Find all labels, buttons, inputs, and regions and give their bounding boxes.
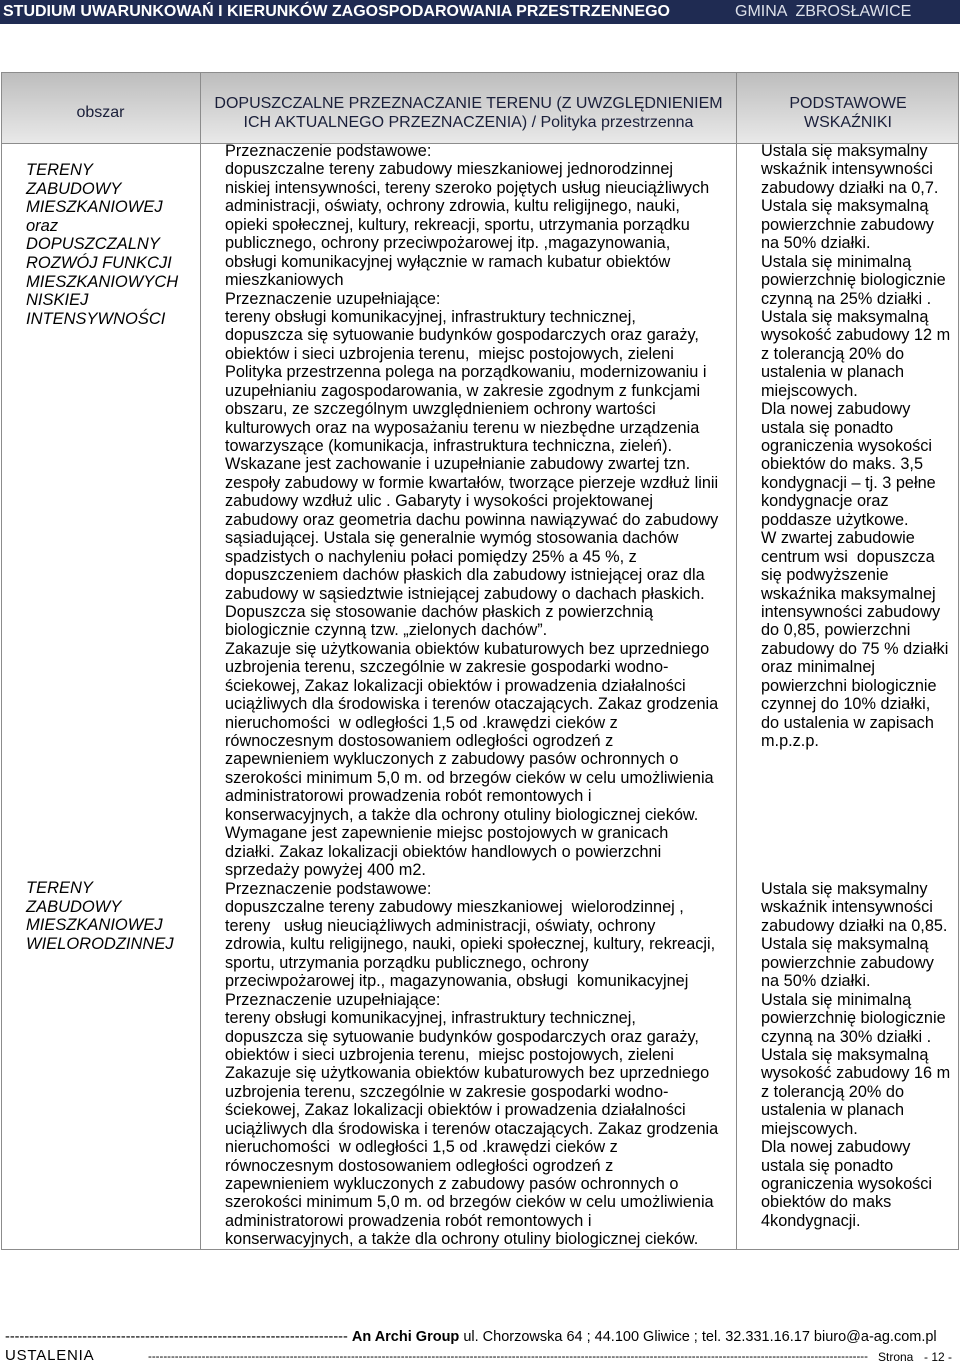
indicators-cell-multi-family <box>761 880 950 1230</box>
purpose-line: Polityka przestrzenna polega na porządkowaniu, modernizowaniu i <box>225 363 707 382</box>
purpose-line: uzupełnianiu zagospodarowania, w zakresie zgodnym z funkcjami <box>225 381 701 400</box>
area-line: ROZWÓJ FUNKCJI <box>26 253 172 272</box>
indicator-line: Ustala się minimalną <box>761 252 912 271</box>
indicator-line: Dla nowej zabudowy <box>761 400 911 419</box>
header-purpose <box>201 94 736 132</box>
indicator-line: powierzchnię biologicznie <box>761 1009 946 1028</box>
indicator-line: ograniczenia wysokości <box>761 1175 933 1193</box>
indicator-line: wskaźnik intensywności <box>761 898 933 917</box>
purpose-line: kulturowych oraz na wyposażaniu terenu w niezbędne urządzenia <box>225 418 700 437</box>
purpose-line: ściekowej, Zakaz lokalizacji obiektów i prowadzenia działalności <box>225 1101 686 1120</box>
purpose-line: tereny usług nieuciążliwych administracji, oświaty, ochrony <box>225 916 656 935</box>
purpose-line: administracji, oświaty, ochrony zdrowia, kultu religijnego, nauki, <box>225 197 680 216</box>
purpose-line: zabudowy wzdłuż ulic . Gabaryty i wysokości projektowanej <box>225 492 654 511</box>
purpose-line: publicznego, ochrony przeciwpożarowej itp. ,magazynowania, <box>225 234 671 253</box>
indicator-line: W zwartej zabudowie <box>761 529 915 548</box>
area-line: NISKIEJ <box>26 291 89 310</box>
purpose-line: równoczesnym dostosowaniem odległości ogrodzeń z <box>225 1156 614 1175</box>
purpose-line: tereny obsługi komunikacyjnej, infrastruktury technicznej, <box>225 1009 636 1028</box>
indicators-cell-single-family <box>761 142 950 750</box>
indicator-line: ustala się ponadto <box>761 1156 894 1175</box>
purpose-line: Wskazane jest zachowanie i uzupełnianie zabudowy zwartej tzn. <box>225 455 691 474</box>
area-line: ZABUDOWY <box>26 179 122 198</box>
purpose-line: ściekowej, Zakaz lokalizacji obiektów i prowadzenia działalności <box>225 676 686 695</box>
indicator-line: Ustala się maksymalną <box>761 307 929 326</box>
area-line: DOPUSZCZALNY <box>26 235 160 254</box>
header-area: obszar <box>76 104 125 121</box>
purpose-line: Przeznaczenie uzupełniające: <box>225 990 441 1009</box>
purpose-line: uzbrojenia terenu, szczególnie w zakresie gospodarki wodno- <box>225 658 669 677</box>
indicator-line: intensywności zabudowy <box>761 602 941 621</box>
purpose-line: Przeznaczenie podstawowe: <box>225 880 432 898</box>
indicator-line: Ustala się maksymalną <box>761 1045 929 1064</box>
indicator-line: Ustala się maksymalną <box>761 935 929 954</box>
purpose-line: opieki społecznej, kultury, rekreacji, sportu, utrzymania porządku <box>225 215 690 234</box>
indicator-line: wskaźnika maksymalnej <box>761 584 936 603</box>
header-indicators <box>737 94 959 132</box>
indicator-line: poddasze użytkowe. <box>761 510 909 529</box>
indicator-line: powierzchni biologicznie <box>761 676 937 695</box>
indicator-line: na 50% działki. <box>761 972 871 991</box>
purpose-line: szerokości minimum 5,0 m. od brzegów cieków w celu umożliwienia <box>225 768 714 787</box>
indicator-line: Ustala się maksymalny <box>761 880 928 898</box>
indicator-line: czynnej do 10% działki, <box>761 695 931 714</box>
purpose-line: uciążliwych dla środowiska i terenów otaczających. Zakaz grodzenia <box>225 695 719 714</box>
purpose-line: zdrowia, kultu religijnego, nauki, opieki społecznej, kultury, rekreacji, <box>225 935 716 954</box>
purpose-line: obszaru, ze szczególnym uwzględnieniem ochrony wartości <box>225 400 656 419</box>
footer-section: USTALENIA <box>5 1347 95 1364</box>
indicator-line: na 50% działki. <box>761 234 871 253</box>
area-line: TERENY <box>26 161 93 179</box>
indicator-line: ograniczenia wysokości <box>761 437 933 455</box>
indicator-line: Ustala się minimalną <box>761 990 912 1009</box>
purpose-line: uciążliwych dla środowiska i terenów otaczających. Zakaz grodzenia <box>225 1119 719 1138</box>
footer-page-number: - 12 - <box>924 1350 953 1364</box>
purpose-line: zapewnieniem wykluczonych z zabudowy pasów ochronnych o <box>225 750 679 769</box>
indicator-line: miejscowych. <box>761 1119 858 1138</box>
document-header-bar <box>0 0 960 24</box>
indicator-line: do ustalenia w zapisach <box>761 713 934 732</box>
indicator-line: z tolerancją 20% do <box>761 344 905 363</box>
purpose-line: działki. Zakaz lokalizacji obiektów handlowych o powierzchni <box>225 842 662 861</box>
indicator-line: obiektów do maks. 3,5 <box>761 455 923 474</box>
purpose-line: sportu, utrzymania porządku publicznego, ochrony <box>225 953 589 972</box>
purpose-line: Zakazuje się użytkowania obiektów kubaturowych bez uprzedniego <box>225 1064 710 1083</box>
purpose-line: dopuszczalne tereny zabudowy mieszkaniowej wielorodzinnej , <box>225 898 684 917</box>
document-title: STUDIUM UWARUNKOWAŃ I KIERUNKÓW ZAGOSPODAROWANIA PRZESTRZENNEGO <box>3 3 670 20</box>
purpose-line: dopuszcza się sytuowanie budynków gospodarczych oraz garaży, <box>225 1027 699 1046</box>
purpose-cell-single-family <box>225 142 718 880</box>
indicator-line: zabudowy działki na 0,85. <box>761 916 948 935</box>
purpose-line: administratorowi prowadzenia robót remontowych i <box>225 787 592 806</box>
municipality-name: GMINA ZBROSŁAWICE <box>735 3 912 20</box>
indicator-line: 4kondygnacji. <box>761 1211 861 1230</box>
purpose-line: sąsiadującej. Ustala się generalnie wymóg stosowania dachów <box>225 529 679 548</box>
purpose-line: dopuszczalne tereny zabudowy mieszkaniowej jednorodzinnej <box>225 160 673 179</box>
purpose-line: sprzedaży powyżej 400 m2. <box>225 861 426 880</box>
purpose-line: dopuszcza się sytuowanie budynków gospodarczych oraz garaży, <box>225 326 699 345</box>
indicator-line: do 0,85, powierzchni <box>761 621 911 640</box>
indicator-line: ustalenia w planach <box>761 1101 905 1120</box>
header-purpose-line: ICH AKTUALNEGO PRZEZNACZENIA) / Polityka przestrzenna <box>243 114 694 131</box>
column-divider <box>200 72 201 1250</box>
area-cell-multi-family <box>26 879 174 953</box>
purpose-line: Dopuszcza się stosowanie dachów płaskich z powierzchnią <box>225 602 654 621</box>
indicator-line: czynną na 25% działki . <box>761 289 932 308</box>
purpose-line: równoczesnym dostosowaniem odległości ogrodzeń z <box>225 732 614 750</box>
purpose-line: nieruchomości w odległości 1,5 od .krawędzi cieków z <box>225 1138 618 1157</box>
purpose-line: biologicznie czynną tzw. „zielonych dachów”. <box>225 621 548 640</box>
indicator-line: obiektów do maks <box>761 1193 892 1212</box>
purpose-line: uzbrojenia terenu, szczególnie w zakresie gospodarki wodno- <box>225 1082 669 1101</box>
indicator-line: powierzchnie zabudowy <box>761 953 934 972</box>
indicator-line: wskaźnik intensywności <box>761 160 933 179</box>
area-cell-single-family <box>26 161 178 328</box>
purpose-line: obiektów i sieci uzbrojenia terenu, miejsc postojowych, zieleni <box>225 344 674 363</box>
purpose-line: mieszkaniowych <box>225 271 344 290</box>
indicator-line: powierzchnie zabudowy <box>761 215 934 234</box>
indicator-line: kondygnacji – tj. 3 pełne <box>761 473 936 492</box>
indicator-line: Ustala się maksymalną <box>761 197 929 216</box>
footer-company: An Archi Group <box>351 1329 460 1345</box>
area-line: MIESZKANIOWYCH <box>26 272 179 291</box>
indicator-line: wysokość zabudowy 16 m <box>761 1064 951 1083</box>
area-line: MIESZKANIOWEJ <box>26 198 163 217</box>
indicator-line: ustala się ponadto <box>761 418 894 437</box>
area-line: MIESZKANIOWEJ <box>26 916 163 935</box>
indicator-line: Ustala się maksymalny <box>761 142 928 160</box>
area-line: TERENY <box>26 879 93 897</box>
purpose-line: niskiej intensywności, tereny szeroko pojętych usług nieuciążliwych <box>225 178 710 197</box>
purpose-line: Zakazuje się użytkowania obiektów kubaturowych bez uprzedniego <box>225 639 710 658</box>
footer-section-leader: -------------------------------------------------------------------------------------------------------------------------------------------------------------------------------------------- <box>148 1351 868 1363</box>
indicator-line: czynną na 30% działki . <box>761 1027 932 1046</box>
purpose-line: przeciwpożarowej itp., magazynowania, obsługi komunikacyjnej <box>225 972 689 991</box>
purpose-line: Przeznaczenie uzupełniające: <box>225 289 441 308</box>
indicator-line: się podwyższenie <box>761 566 889 585</box>
purpose-line: Przeznaczenie podstawowe: <box>225 142 432 160</box>
purpose-line: spadzistych o nachyleniu połaci pomiędzy 25% a 45 %, z <box>225 547 637 566</box>
footer-leader: ----------------------------------------------------------------------- <box>5 1329 348 1345</box>
footer-page-label: Strona <box>878 1350 914 1364</box>
purpose-line: konserwacyjnych, a także dla ochrony otuliny biologicznej cieków. <box>225 1230 699 1249</box>
indicator-line: z tolerancją 20% do <box>761 1082 905 1101</box>
purpose-line: zabudowy w sąsiedztwie istniejącej zabudowy o dachach płaskich. <box>225 584 705 603</box>
purpose-line: administratorowi prowadzenia robót remontowych i <box>225 1211 592 1230</box>
purpose-line: nieruchomości w odległości 1,5 od .krawędzi cieków z <box>225 713 618 732</box>
purpose-line: tereny obsługi komunikacyjnej, infrastruktury technicznej, <box>225 307 636 326</box>
indicator-line: powierzchnię biologicznie <box>761 271 946 290</box>
indicator-line: miejscowych. <box>761 381 858 400</box>
purpose-line: szerokości minimum 5,0 m. od brzegów cieków w celu umożliwienia <box>225 1193 714 1212</box>
indicator-line: wysokość zabudowy 12 m <box>761 326 951 345</box>
purpose-line: towarzyszące (komunikacja, infrastruktura techniczna, zieleń). <box>225 437 673 455</box>
footer-contact <box>5 1328 937 1346</box>
area-line: INTENSYWNOŚCI <box>26 309 166 328</box>
indicator-line: zabudowy działki na 0,7. <box>761 178 939 197</box>
purpose-line: obsługi komunikacyjnej wyłącznie w ramach kubatur obiektów <box>225 252 671 271</box>
indicator-line: Dla nowej zabudowy <box>761 1138 911 1157</box>
header-indicators-line: PODSTAWOWE <box>789 95 907 112</box>
indicator-line: zabudowy do 75 % działki <box>761 639 949 658</box>
area-line: WIELORODZINNEJ <box>26 934 174 953</box>
purpose-line: zespoły zabudowy w formie kwartałów, tworzące pierzeje wzdłuż linii <box>225 473 719 492</box>
indicator-line: ustalenia w planach <box>761 363 905 382</box>
purpose-line: konserwacyjnych, a także dla ochrony otuliny biologicznej cieków. <box>225 805 699 824</box>
area-line: oraz <box>26 216 59 235</box>
indicator-line: kondygnacje oraz <box>761 492 889 511</box>
header-indicators-line: WSKAŹNIKI <box>803 114 892 131</box>
indicator-line: oraz minimalnej <box>761 658 876 677</box>
footer-address: ul. Chorzowska 64 ; 44.100 Gliwice ; tel. 32.331.16.17 biuro@a-ag.com.pl <box>463 1329 937 1345</box>
purpose-line: obiektów i sieci uzbrojenia terenu, miejsc postojowych, zieleni <box>225 1045 674 1064</box>
column-divider <box>736 72 737 1250</box>
purpose-line: dopuszczeniem dachów płaskich dla zabudowy istniejącej oraz dla <box>225 566 705 585</box>
area-line: ZABUDOWY <box>26 897 122 916</box>
purpose-line: zapewnieniem wykluczonych z zabudowy pasów ochronnych o <box>225 1175 679 1193</box>
indicator-line: centrum wsi dopuszcza <box>761 547 935 566</box>
header-purpose-line: DOPUSZCZALNE PRZEZNACZANIE TERENU (Z UWZGLĘDNIENIEM <box>214 95 723 112</box>
purpose-line: Wymagane jest zapewnienie miejsc postojowych w granicach <box>225 824 669 843</box>
purpose-cell-multi-family <box>225 880 718 1249</box>
purpose-line: zabudowy oraz geometria dachu powinna nawiązywać do zabudowy <box>225 510 719 529</box>
indicator-line: m.p.z.p. <box>761 732 819 750</box>
